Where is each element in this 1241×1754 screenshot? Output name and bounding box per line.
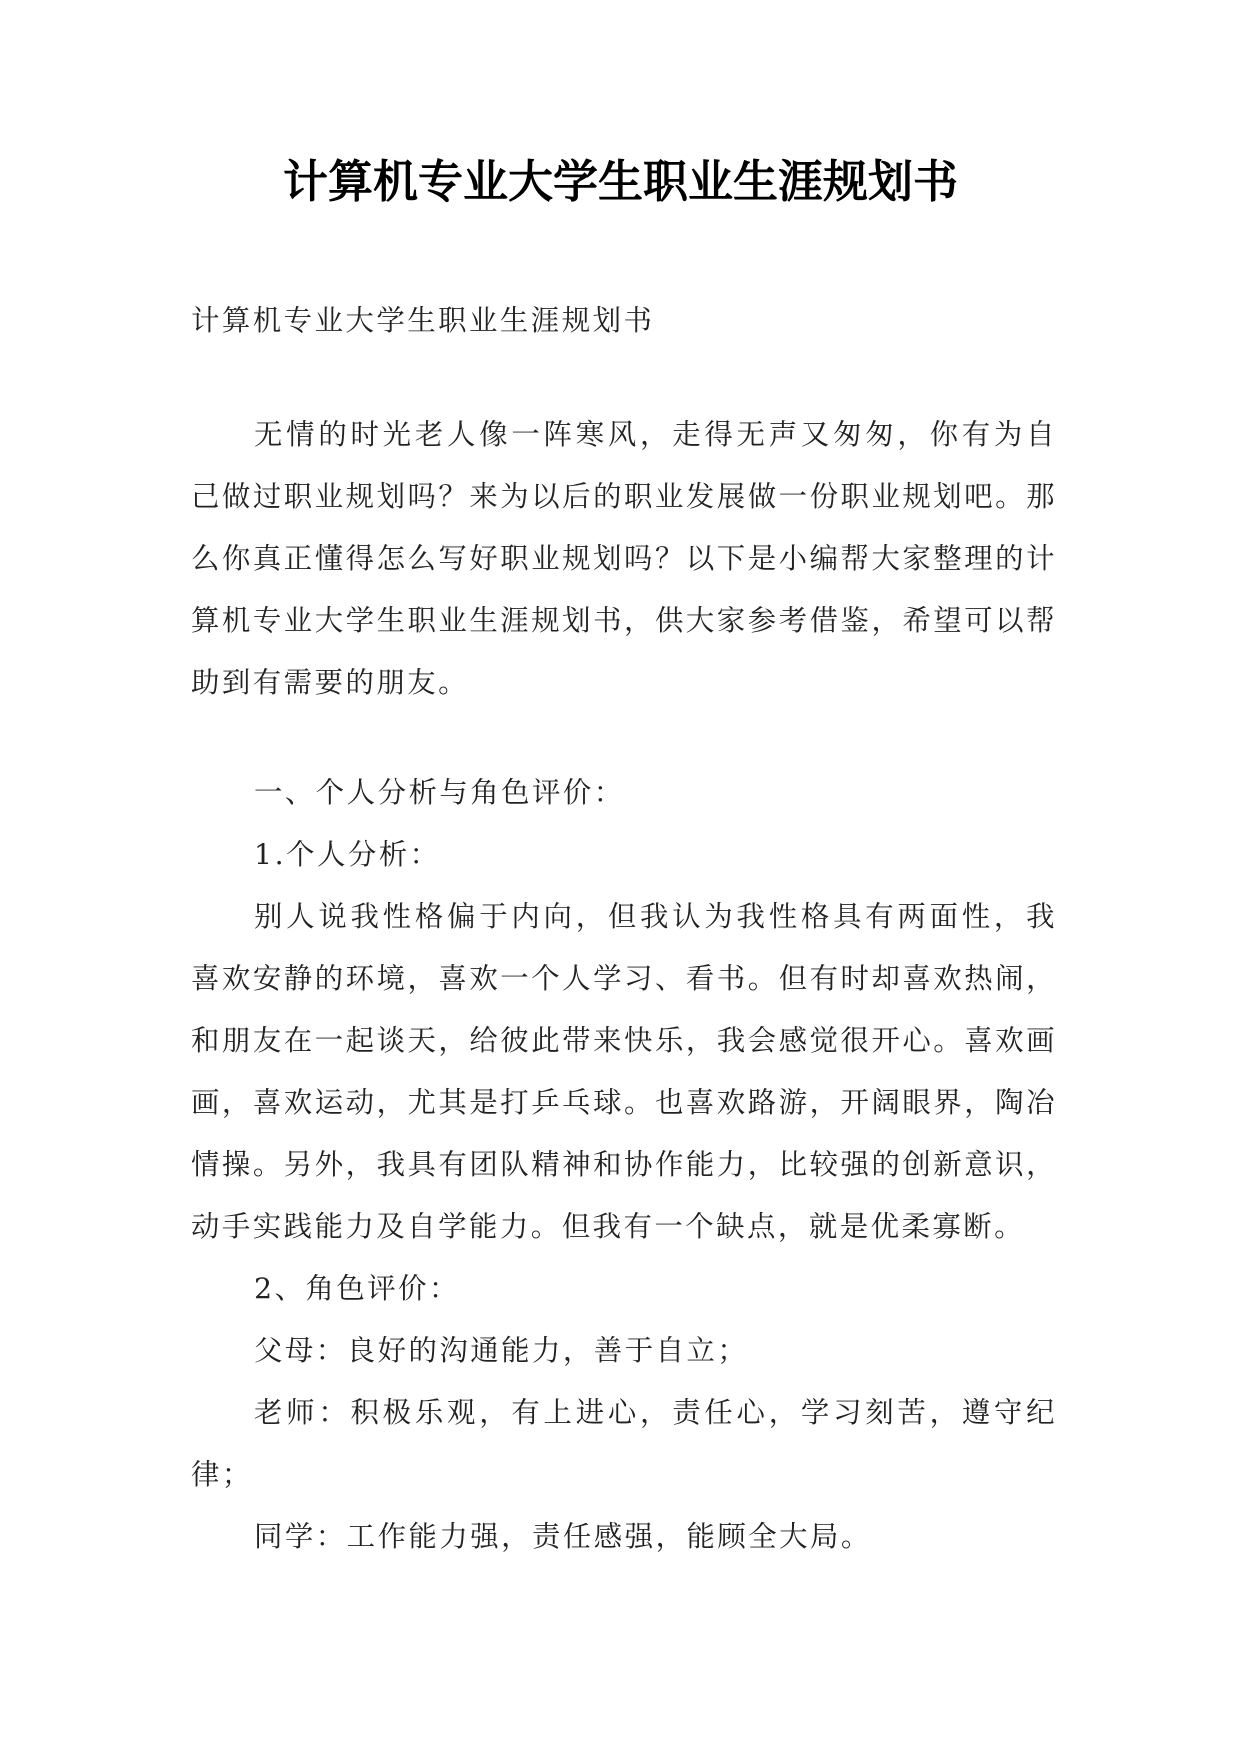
subheading-role-evaluation: 2、角色评价：: [254, 1272, 460, 1305]
personal-analysis-paragraph: 别人说我性格偏于内向，但我认为我性格具有两面性，我喜欢安静的环境，喜欢一个人学习、看书。但有时却喜欢热闹，和朋友在一起谈天，给彼此带来快乐，我会感觉很开心。喜欢画画，喜欢运动，尤其是打乒乓球。也喜欢路游，开阔眼界，陶冶情操。另外，我具有团队精神和协作能力，比较强的创新意识，动手实践能力及自学能力。但我有一个缺点，就是优柔寡断。: [191, 900, 1057, 1243]
classmates-evaluation: 同学：工作能力强，责任感强，能顾全大局。: [254, 1520, 872, 1553]
subheading-personal-analysis: 1.个人分析：: [254, 838, 441, 871]
document-title: 计算机专业大学生职业生涯规划书: [282, 155, 958, 208]
intro-paragraph: 无情的时光老人像一阵寒风，走得无声又匆匆，你有为自己做过职业规划吗？来为以后的职业发展做一份职业规划吧。那么你真正懂得怎么写好职业规划吗？以下是小编帮大家整理的计算机专业大学生职业生涯规划书，供大家参考借鉴，希望可以帮助到有需要的朋友。: [191, 418, 1057, 699]
teachers-evaluation: 老师：积极乐观，有上进心，责任心，学习刻苦，遵守纪律；: [191, 1396, 1057, 1491]
document-subtitle: 计算机专业大学生职业生涯规划书: [191, 304, 655, 337]
section-heading-personal-analysis-and-role-evaluation: 一、个人分析与角色评价：: [254, 776, 625, 809]
document-body: [191, 290, 1057, 1568]
parents-evaluation: 父母：良好的沟通能力，善于自立；: [254, 1334, 749, 1367]
